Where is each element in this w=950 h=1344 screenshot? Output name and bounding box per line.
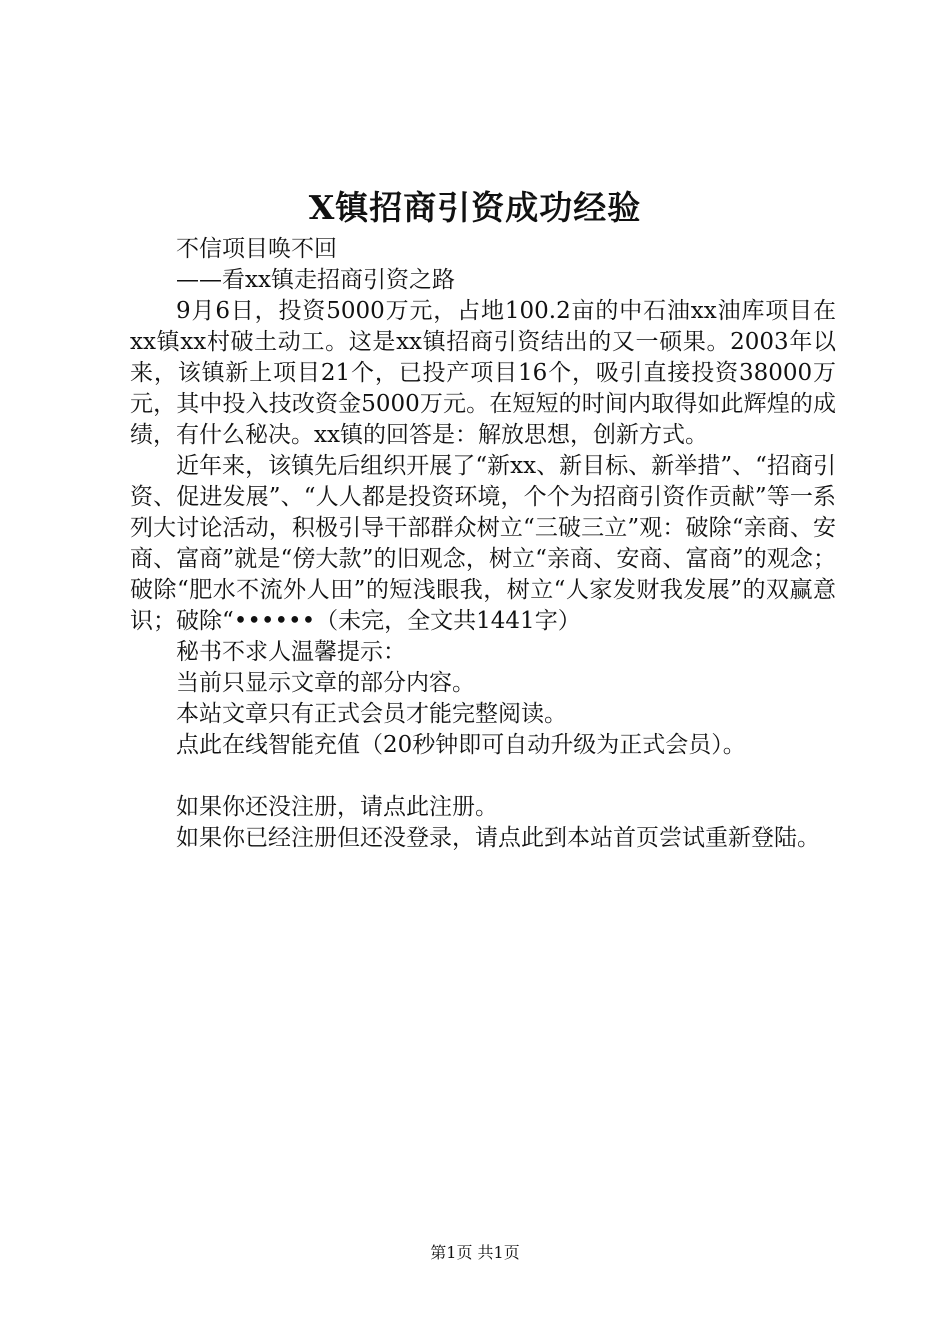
body-paragraph: 9月6日，投资5000万元，占地100.2亩的中石油xx油库项目在xx镇xx村破土动工。这是xx镇招商引资结出的又一硕果。2003年以来，该镇新上项目21个，已投产项目16个，吸引直接投资38000万元，其中投入技改资金5000万元。在短短的时间内取得如此辉煌的成绩，有什么秘决。xx镇的回答是：解放思想，创新方式。 (130, 298, 836, 448)
login-link[interactable]: 如果你已经注册但还没登录，请点此到本站首页尝试重新登陆。 (176, 825, 820, 851)
document-title: X镇招商引资成功经验 (308, 188, 642, 227)
notice-heading: 秘书不求人温馨提示： (176, 639, 406, 665)
notice-line: 当前只显示文章的部分内容。 (176, 670, 475, 696)
subtitle-subline: ——看xx镇走招商引资之路 (176, 267, 455, 293)
page-footer: 第1页 共1页 (430, 1243, 520, 1262)
register-link[interactable]: 如果你还没注册，请点此注册。 (176, 794, 498, 820)
document-body (130, 234, 836, 854)
recharge-link[interactable]: 点此在线智能充值（20秒钟即可自动升级为正式会员）。 (176, 732, 746, 758)
subtitle-line: 不信项目唤不回 (176, 236, 337, 262)
notice-line: 本站文章只有正式会员才能完整阅读。 (176, 701, 567, 727)
body-paragraph: 近年来，该镇先后组织开展了“新xx、新目标、新举措”、“招商引资、促进发展”、“人人都是投资环境，个个为招商引资作贡献”等一系列大讨论活动，积极引导干部群众树立“三破三立”观：破除“亲商、安商、富商”就是“傍大款”的旧观念，树立“亲商、安商、富商”的观念；破除“肥水不流外人田”的短浅眼我，树立“人家发财我发展”的双赢意识；破除“••••••（未完，全文共1441字） (130, 453, 836, 634)
blank-line (130, 761, 836, 792)
